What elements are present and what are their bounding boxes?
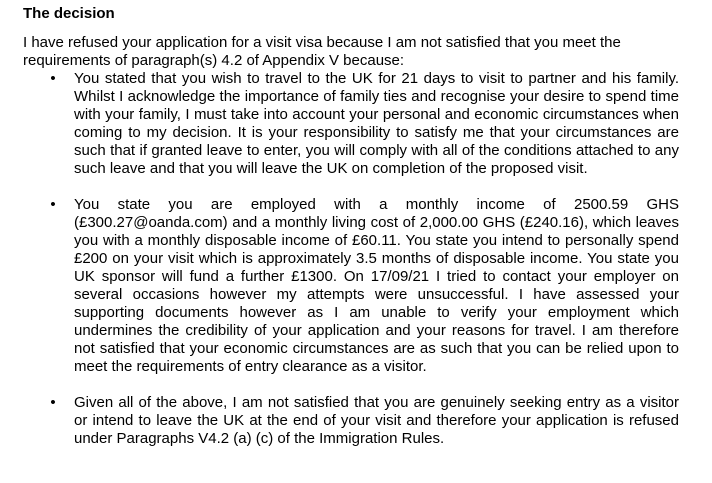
decision-document	[23, 5, 679, 448]
reason-item-2	[23, 196, 679, 376]
bullet-icon: •	[50, 70, 56, 87]
section-heading: The decision	[23, 5, 115, 22]
reason-item-1	[23, 70, 679, 178]
reason-item-3	[23, 394, 679, 448]
reason-text: You stated that you wish to travel to the UK for 21 days to visit to partner and his family. Whilst I acknowledge the importance of family ties and recognise your desire to spend time with your family, I must take into account your personal and economic circumstances when coming to my decision. It is your responsibility to satisfy me that your circumstances are such that if granted leave to enter, you will comply with all of the conditions attached to any such leave and that you will leave the UK on completion of the proposed visit.	[74, 70, 679, 177]
intro-paragraph: I have refused your application for a visit visa because I am not satisfied that you meet the requirements of paragraph(s) 4.2 of Appendix V because:	[23, 34, 621, 69]
reasons-list	[23, 70, 679, 448]
bullet-icon: •	[50, 394, 56, 411]
bullet-icon: •	[50, 196, 56, 213]
reason-text: Given all of the above, I am not satisfied that you are genuinely seeking entry as a visitor or intend to leave the UK at the end of your visit and therefore your application is refused under Paragraphs V4.2 (a) (c) of the Immigration Rules.	[74, 394, 679, 447]
reason-text: You state you are employed with a monthly income of 2500.59 GHS (£300.27@oanda.com) and a monthly living cost of 2,000.00 GHS (£240.16), which leaves you with a monthly disposable income of £60.11. You state you intend to personally spend £200 on your visit which is approximately 3.5 months of disposable income. You state you UK sponsor will fund a further £1300. On 17/09/21 I tried to contact your employer on several occasions however my attempts were unsuccessful. I have assessed your supporting documents however as I am unable to verify your employment which undermines the credibility of your application and your reasons for travel. I am therefore not satisfied that your economic circumstances are as such that you can be relied upon to meet the requirements of entry clearance as a visitor.	[74, 196, 679, 375]
